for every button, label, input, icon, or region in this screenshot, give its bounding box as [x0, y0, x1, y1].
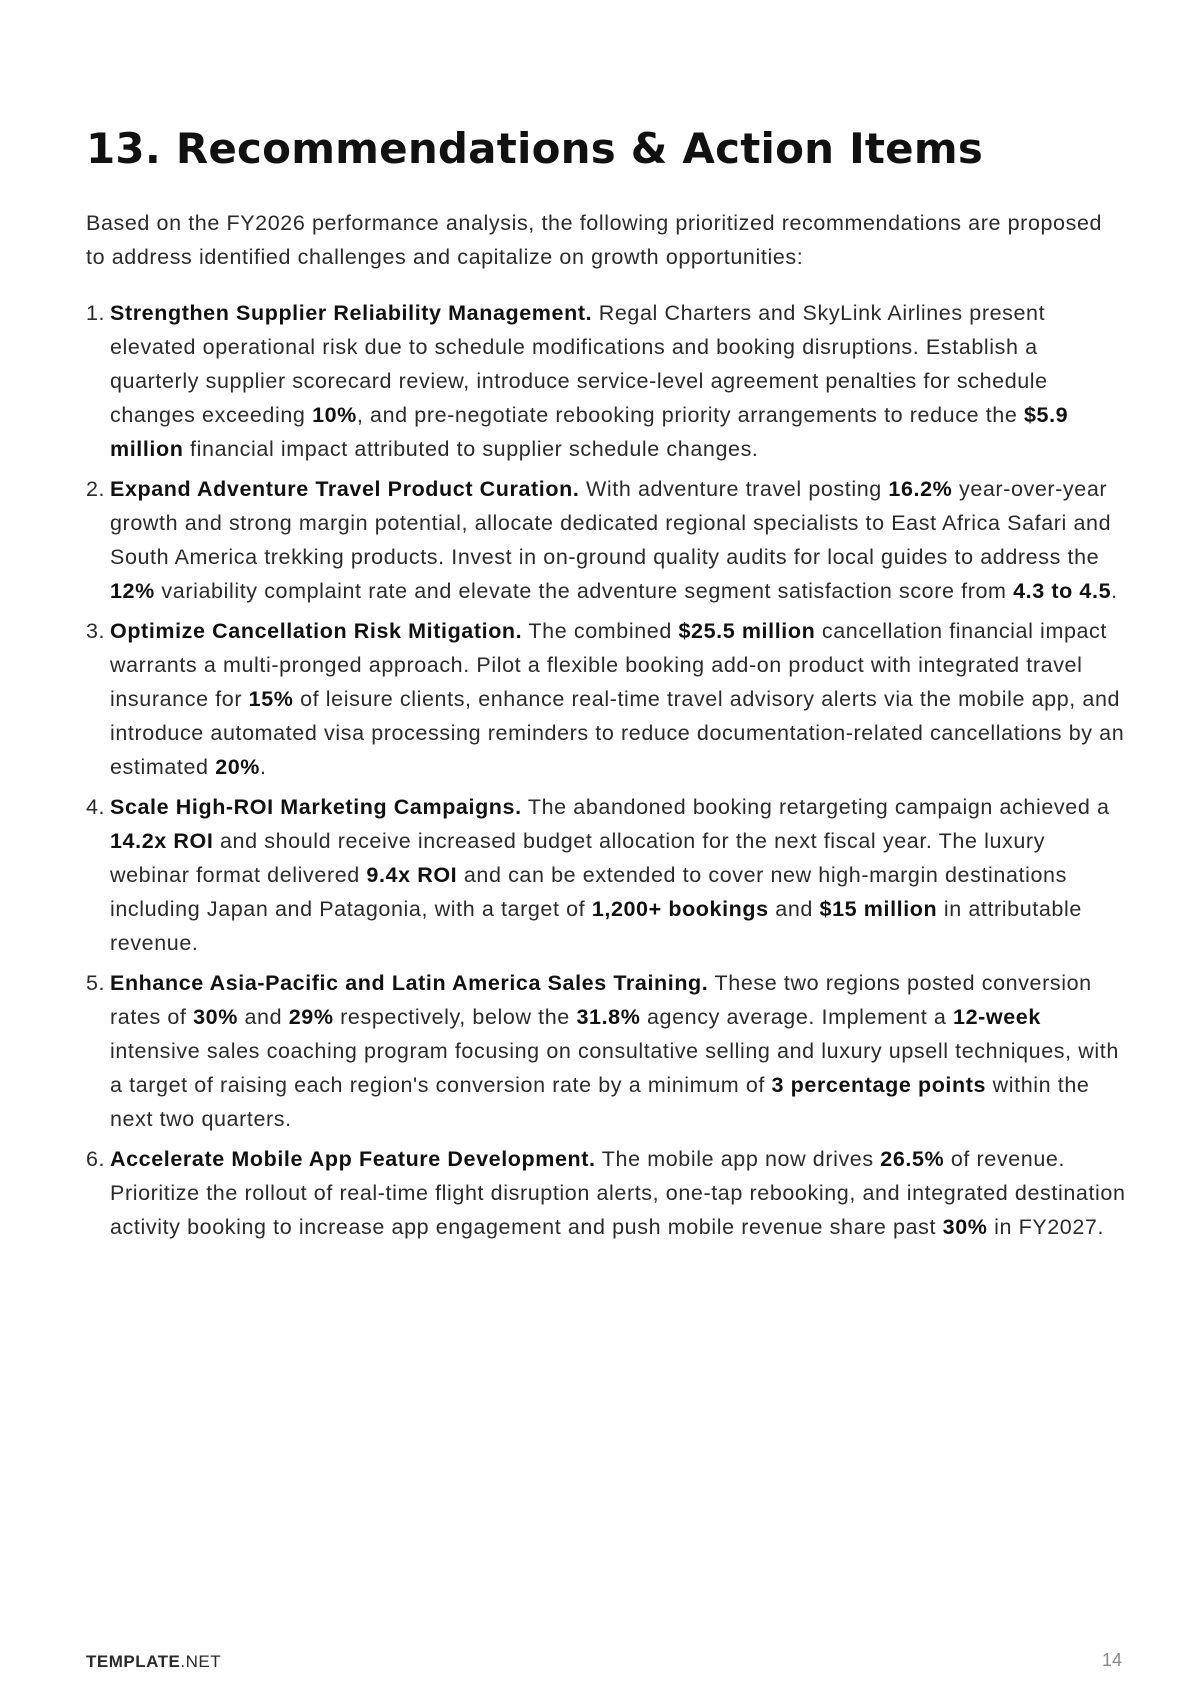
recommendation-item [86, 790, 1126, 960]
body-text: of leisure clients, enhance real-time travel advisory alerts via the mobile app, and introduce automated visa processing reminders to reduce documentation-related cancellations by an estimated [110, 687, 1125, 779]
recommendation-item [86, 614, 1126, 784]
body-text: and [768, 897, 820, 921]
body-text: intensive sales coaching program focusing on consultative selling and luxury upsell techniques, with a target of raising each region's conversion rate by a minimum of [110, 1039, 1119, 1097]
body-text: The mobile app now drives [595, 1147, 881, 1171]
recommendation-number: 2. [86, 477, 106, 501]
body-text: With adventure travel posting [579, 477, 889, 501]
emphasized-text: 30% [193, 1005, 238, 1029]
recommendation-number: 5. [86, 971, 106, 995]
emphasized-text: 20% [215, 755, 261, 779]
intro-paragraph: Based on the FY2026 performance analysis, the following prioritized recommendations are proposed to address identified challenges and capitalize on growth opportunities: [86, 211, 1103, 269]
recommendation-item [86, 296, 1126, 466]
section-title: 13. Recommendations & Action Items [86, 124, 984, 173]
footer-brand-logo [86, 1652, 221, 1672]
body-text: variability complaint rate and elevate the adventure segment satisfaction score from [154, 579, 1014, 603]
emphasized-text: 4.3 to 4.5 [1013, 579, 1112, 603]
recommendation-item [86, 472, 1126, 608]
emphasized-text: 26.5% [880, 1147, 945, 1171]
recommendation-number: 3. [86, 619, 106, 643]
body-text: and [237, 1005, 289, 1029]
emphasized-text: 15% [248, 687, 294, 711]
emphasized-text: 12% [110, 579, 155, 603]
emphasized-text: Optimize Cancellation Risk Mitigation. [110, 619, 523, 643]
emphasized-text: $15 million [819, 897, 938, 921]
body-text: , and pre-negotiate rebooking priority arrangements to reduce the [356, 403, 1024, 427]
recommendation-number: 1. [86, 301, 106, 325]
emphasized-text: Strengthen Supplier Reliability Management. [110, 301, 593, 325]
body-text: . [260, 755, 267, 779]
body-text: The abandoned booking retargeting campaign achieved a [521, 795, 1110, 819]
body-text: The combined [522, 619, 679, 643]
emphasized-text: Accelerate Mobile App Feature Development. [110, 1147, 596, 1171]
body-text: in FY2027. [987, 1215, 1105, 1239]
recommendation-number: 6. [86, 1147, 106, 1171]
body-text: year-over-year growth and strong margin potential, allocate dedicated regional specialists to East Africa Safari and South America trekking products. Invest in on-ground quality audits for local guides to address the [110, 477, 1112, 569]
recommendation-item [86, 966, 1126, 1136]
brand-name: TEMPLATE [86, 1652, 181, 1671]
body-text: financial impact attributed to supplier schedule changes. [183, 437, 759, 461]
body-text: respectively, below the [333, 1005, 577, 1029]
emphasized-text: 3 percentage points [771, 1073, 987, 1097]
emphasized-text: 9.4x ROI [366, 863, 458, 887]
body-text: These two regions posted conversion rates of [110, 971, 1092, 1029]
body-text: Regal Charters and SkyLink Airlines present elevated operational risk due to schedule modifications and booking disruptions. Establish a quarterly supplier scorecard review, introduce service-level agreement penalties for schedule changes exceeding [110, 301, 1048, 427]
emphasized-text: Expand Adventure Travel Product Curation. [110, 477, 580, 501]
emphasized-text: 30% [942, 1215, 988, 1239]
body-text: and should receive increased budget allocation for the next fiscal year. The luxury webinar format delivered [110, 829, 1046, 887]
body-text: of revenue. Prioritize the rollout of real-time flight disruption alerts, one-tap rebooking, and integrated destination activity booking to increase app engagement and push mobile revenue share past [110, 1147, 1126, 1239]
recommendation-number: 4. [86, 795, 106, 819]
emphasized-text: $25.5 million [678, 619, 816, 643]
emphasized-text: 12-week [953, 1005, 1041, 1029]
body-text: . [1111, 579, 1118, 603]
recommendation-item [86, 1142, 1126, 1244]
page-number: 14 [1101, 1650, 1122, 1670]
body-text: within the next two quarters. [110, 1073, 1090, 1131]
body-text: agency average. Implement a [640, 1005, 954, 1029]
emphasized-text: 31.8% [576, 1005, 641, 1029]
emphasized-text: 1,200+ bookings [591, 897, 769, 921]
emphasized-text: 10% [312, 403, 357, 427]
emphasized-text: 14.2x ROI [110, 829, 214, 853]
emphasized-text: $5.9 million [110, 403, 1069, 461]
recommendations-list [86, 296, 1126, 1250]
emphasized-text: Enhance Asia-Pacific and Latin America Sales Training. [110, 971, 709, 995]
body-text: and can be extended to cover new high-margin destinations including Japan and Patagonia, with a target of [110, 863, 1067, 921]
brand-domain: .NET [180, 1652, 222, 1671]
body-text: in attributable revenue. [110, 897, 1082, 955]
body-text: cancellation financial impact warrants a multi-pronged approach. Pilot a flexible booking add-on product with integrated travel insurance for [110, 619, 1107, 711]
emphasized-text: 29% [288, 1005, 334, 1029]
emphasized-text: Scale High-ROI Marketing Campaigns. [110, 795, 522, 819]
emphasized-text: 16.2% [888, 477, 953, 501]
